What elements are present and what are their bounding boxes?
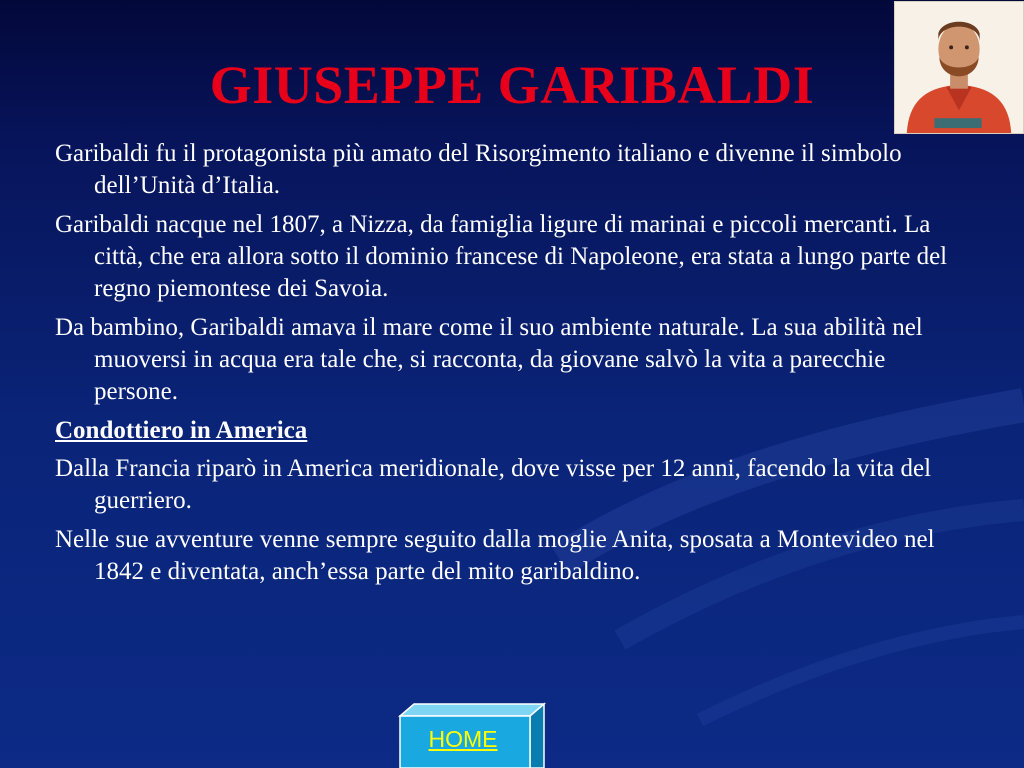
paragraph-5: Nelle sue avventure venne sempre seguito dalla moglie Anita, sposata a Montevideo nel 1842 e diventata, anch’essa parte del mito garibaldino. [55, 526, 935, 585]
section-heading: Condottiero in America [55, 417, 308, 444]
slide-title: GIUSEPPE GARIBALDI [209, 55, 815, 115]
paragraph-4: Dalla Francia riparò in America meridionale, dove visse per 12 anni, facendo la vita del guerriero. [55, 455, 932, 514]
home-button[interactable] [398, 702, 546, 768]
slide-body [55, 138, 965, 595]
paragraph-3: Da bambino, Garibaldi amava il mare come il suo ambiente naturale. La sua abilità nel muoversi in acqua era tale che, si racconta, da giovane salvò la vita a parecchie persone. [55, 314, 923, 405]
paragraph-2: Garibaldi nacque nel 1807, a Nizza, da famiglia ligure di marinai e piccoli mercanti. La città, che era allora sotto il dominio francese di Napoleone, era stata a lungo parte del regno piemontese dei Savoia. [55, 211, 948, 302]
garibaldi-portrait [894, 1, 1024, 134]
portrait-icon [895, 2, 1023, 133]
home-link[interactable]: HOME [428, 726, 498, 752]
paragraph-1: Garibaldi fu il protagonista più amato del Risorgimento italiano e divenne il simbolo dell’Unità d’Italia. [55, 140, 902, 199]
